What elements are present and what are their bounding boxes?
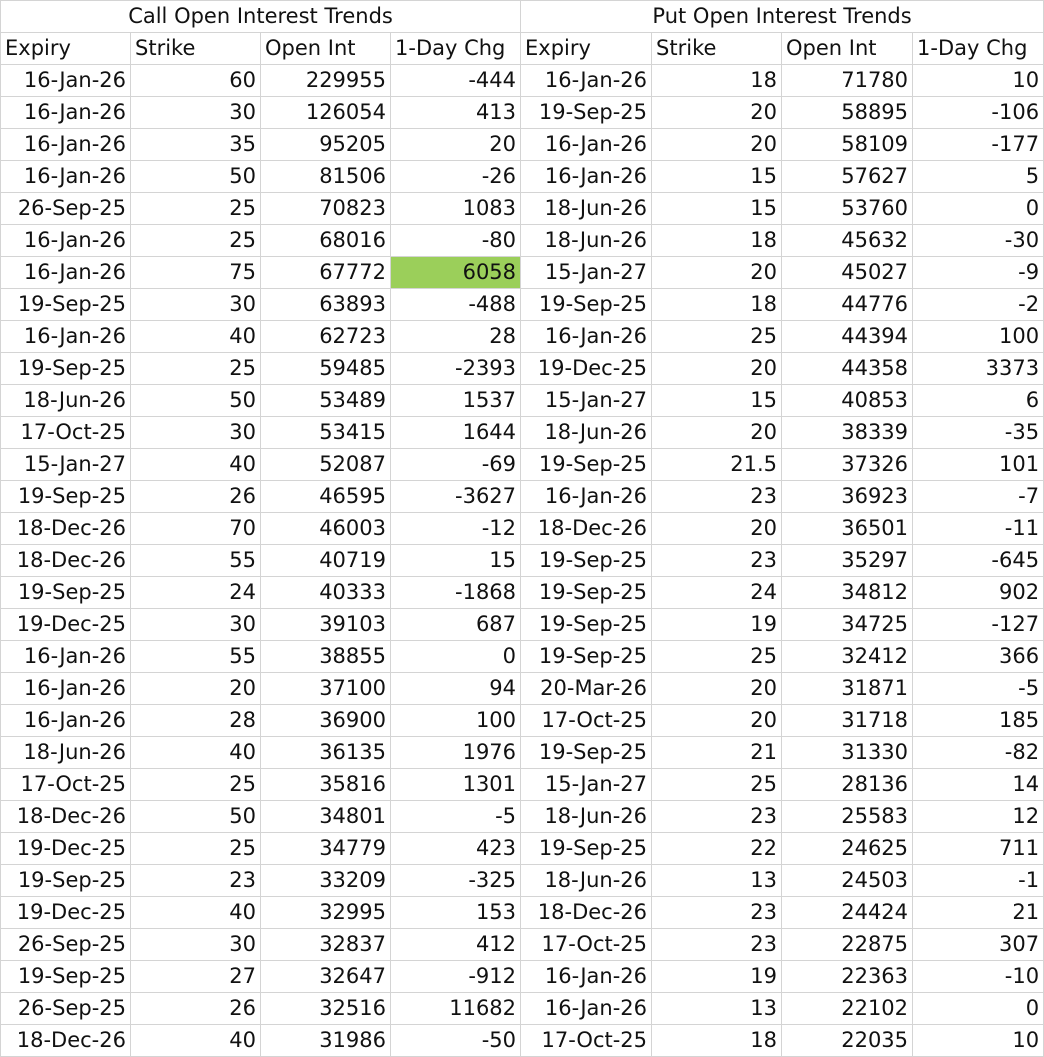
call-cell-expiry[interactable]: 19-Sep-25 <box>1 961 131 993</box>
table-row <box>1 97 1044 129</box>
table-row <box>1 641 1044 673</box>
call-cell-open-int[interactable]: 33209 <box>261 865 391 897</box>
put-cell-strike[interactable]: 18 <box>652 65 782 97</box>
table-row <box>1 545 1044 577</box>
call-cell-open-int[interactable]: 32837 <box>261 929 391 961</box>
call-cell-strike[interactable]: 40 <box>131 1025 261 1057</box>
call-cell-expiry[interactable]: 17-Oct-25 <box>1 417 131 449</box>
table-row <box>1 961 1044 993</box>
call-cell-expiry[interactable]: 16-Jan-26 <box>1 225 131 257</box>
put-cell-open-int[interactable]: 45632 <box>782 225 913 257</box>
call-cell-open-int[interactable]: 32516 <box>261 993 391 1025</box>
table-row <box>1 321 1044 353</box>
call-cell-strike[interactable]: 25 <box>131 833 261 865</box>
call-cell-expiry[interactable]: 16-Jan-26 <box>1 641 131 673</box>
call-cell-open-int[interactable]: 46595 <box>261 481 391 513</box>
table-row <box>1 897 1044 929</box>
table-row <box>1 993 1044 1025</box>
table-row <box>1 481 1044 513</box>
put-cell-1-day-chg[interactable]: 5 <box>913 161 1044 193</box>
table-row <box>1 161 1044 193</box>
put-cell-1-day-chg[interactable]: 21 <box>913 897 1044 929</box>
call-header-strike[interactable]: Strike <box>131 33 261 65</box>
put-cell-open-int[interactable]: 24424 <box>782 897 913 929</box>
call-cell-strike[interactable]: 26 <box>131 481 261 513</box>
call-cell-expiry[interactable]: 16-Jan-26 <box>1 257 131 289</box>
put-cell-1-day-chg[interactable]: -10 <box>913 961 1044 993</box>
put-cell-open-int[interactable]: 57627 <box>782 161 913 193</box>
call-cell-open-int[interactable]: 31986 <box>261 1025 391 1057</box>
call-cell-open-int[interactable]: 35816 <box>261 769 391 801</box>
put-cell-strike[interactable]: 20 <box>652 129 782 161</box>
put-cell-expiry[interactable]: 16-Jan-26 <box>521 481 652 513</box>
table-row <box>1 833 1044 865</box>
call-cell-1-day-chg[interactable]: -3627 <box>391 481 521 513</box>
call-cell-open-int[interactable]: 62723 <box>261 321 391 353</box>
call-cell-open-int[interactable]: 67772 <box>261 257 391 289</box>
call-cell-1-day-chg[interactable]: 11682 <box>391 993 521 1025</box>
put-cell-1-day-chg[interactable]: -177 <box>913 129 1044 161</box>
put-cell-expiry[interactable]: 17-Oct-25 <box>521 705 652 737</box>
put-cell-expiry[interactable]: 15-Jan-27 <box>521 257 652 289</box>
call-cell-open-int[interactable]: 38855 <box>261 641 391 673</box>
call-cell-1-day-chg[interactable]: -26 <box>391 161 521 193</box>
table-row <box>1 801 1044 833</box>
put-cell-strike[interactable]: 23 <box>652 481 782 513</box>
table-row <box>1 417 1044 449</box>
call-cell-expiry[interactable]: 17-Oct-25 <box>1 769 131 801</box>
call-cell-1-day-chg[interactable]: 15 <box>391 545 521 577</box>
call-cell-expiry[interactable]: 18-Jun-26 <box>1 385 131 417</box>
put-cell-1-day-chg[interactable]: 366 <box>913 641 1044 673</box>
put-cell-1-day-chg[interactable]: 307 <box>913 929 1044 961</box>
call-cell-strike[interactable]: 50 <box>131 801 261 833</box>
table-row <box>1 129 1044 161</box>
call-cell-open-int[interactable]: 46003 <box>261 513 391 545</box>
put-cell-1-day-chg[interactable]: -7 <box>913 481 1044 513</box>
put-header-open-int[interactable]: Open Int <box>782 33 913 65</box>
put-cell-open-int[interactable]: 38339 <box>782 417 913 449</box>
put-cell-open-int[interactable]: 44776 <box>782 289 913 321</box>
put-cell-expiry[interactable]: 18-Jun-26 <box>521 225 652 257</box>
table-row <box>1 385 1044 417</box>
table-row <box>1 257 1044 289</box>
put-cell-open-int[interactable]: 28136 <box>782 769 913 801</box>
call-cell-open-int[interactable]: 95205 <box>261 129 391 161</box>
call-cell-open-int[interactable]: 34779 <box>261 833 391 865</box>
table-row <box>1 353 1044 385</box>
call-cell-expiry[interactable]: 16-Jan-26 <box>1 705 131 737</box>
put-cell-open-int[interactable]: 40853 <box>782 385 913 417</box>
put-cell-1-day-chg[interactable]: 10 <box>913 65 1044 97</box>
call-cell-open-int[interactable]: 53489 <box>261 385 391 417</box>
put-cell-1-day-chg[interactable]: 14 <box>913 769 1044 801</box>
call-cell-strike[interactable]: 50 <box>131 385 261 417</box>
call-cell-1-day-chg[interactable]: 6058 <box>391 257 521 289</box>
call-cell-strike[interactable]: 40 <box>131 449 261 481</box>
call-cell-expiry[interactable]: 15-Jan-27 <box>1 449 131 481</box>
put-cell-expiry[interactable]: 19-Dec-25 <box>521 353 652 385</box>
put-cell-open-int[interactable]: 25583 <box>782 801 913 833</box>
call-cell-1-day-chg[interactable]: -325 <box>391 865 521 897</box>
put-cell-open-int[interactable]: 22035 <box>782 1025 913 1057</box>
call-cell-open-int[interactable]: 37100 <box>261 673 391 705</box>
put-cell-expiry[interactable]: 19-Sep-25 <box>521 737 652 769</box>
put-cell-strike[interactable]: 20 <box>652 417 782 449</box>
call-cell-strike[interactable]: 50 <box>131 161 261 193</box>
put-cell-expiry[interactable]: 18-Jun-26 <box>521 193 652 225</box>
put-cell-1-day-chg[interactable]: -127 <box>913 609 1044 641</box>
put-cell-open-int[interactable]: 71780 <box>782 65 913 97</box>
call-header-expiry[interactable]: Expiry <box>1 33 131 65</box>
call-cell-open-int[interactable]: 63893 <box>261 289 391 321</box>
call-cell-1-day-chg[interactable]: 1644 <box>391 417 521 449</box>
call-cell-1-day-chg[interactable]: 153 <box>391 897 521 929</box>
put-cell-expiry[interactable]: 16-Jan-26 <box>521 129 652 161</box>
put-header-expiry[interactable]: Expiry <box>521 33 652 65</box>
call-cell-strike[interactable]: 28 <box>131 705 261 737</box>
put-cell-1-day-chg[interactable]: 0 <box>913 193 1044 225</box>
call-cell-strike[interactable]: 30 <box>131 417 261 449</box>
call-section-title[interactable]: Call Open Interest Trends <box>1 1 521 33</box>
put-cell-strike[interactable]: 23 <box>652 545 782 577</box>
call-cell-1-day-chg[interactable]: -12 <box>391 513 521 545</box>
put-cell-1-day-chg[interactable]: 0 <box>913 993 1044 1025</box>
call-cell-strike[interactable]: 70 <box>131 513 261 545</box>
put-cell-strike[interactable]: 20 <box>652 97 782 129</box>
call-cell-expiry[interactable]: 19-Sep-25 <box>1 865 131 897</box>
call-header-open-int[interactable]: Open Int <box>261 33 391 65</box>
put-cell-1-day-chg[interactable]: -1 <box>913 865 1044 897</box>
table-row <box>1 449 1044 481</box>
put-cell-strike[interactable]: 18 <box>652 289 782 321</box>
call-cell-1-day-chg[interactable]: -444 <box>391 65 521 97</box>
call-cell-expiry[interactable]: 18-Dec-26 <box>1 545 131 577</box>
put-cell-open-int[interactable]: 31330 <box>782 737 913 769</box>
call-cell-strike[interactable]: 30 <box>131 289 261 321</box>
call-cell-open-int[interactable]: 52087 <box>261 449 391 481</box>
call-cell-strike[interactable]: 25 <box>131 353 261 385</box>
table-row <box>1 705 1044 737</box>
put-cell-1-day-chg[interactable]: 10 <box>913 1025 1044 1057</box>
put-cell-open-int[interactable]: 34812 <box>782 577 913 609</box>
put-cell-expiry[interactable]: 16-Jan-26 <box>521 993 652 1025</box>
put-cell-1-day-chg[interactable]: 12 <box>913 801 1044 833</box>
put-cell-open-int[interactable]: 31718 <box>782 705 913 737</box>
put-cell-expiry[interactable]: 19-Sep-25 <box>521 641 652 673</box>
put-cell-1-day-chg[interactable]: 3373 <box>913 353 1044 385</box>
put-cell-1-day-chg[interactable]: 101 <box>913 449 1044 481</box>
put-cell-expiry[interactable]: 19-Sep-25 <box>521 609 652 641</box>
put-cell-expiry[interactable]: 19-Sep-25 <box>521 289 652 321</box>
call-cell-open-int[interactable]: 32995 <box>261 897 391 929</box>
call-cell-expiry[interactable]: 18-Dec-26 <box>1 1025 131 1057</box>
call-cell-open-int[interactable]: 81506 <box>261 161 391 193</box>
call-cell-expiry[interactable]: 19-Sep-25 <box>1 289 131 321</box>
call-cell-expiry[interactable]: 16-Jan-26 <box>1 129 131 161</box>
call-cell-1-day-chg[interactable]: 100 <box>391 705 521 737</box>
put-cell-expiry[interactable]: 15-Jan-27 <box>521 769 652 801</box>
call-cell-strike[interactable]: 25 <box>131 193 261 225</box>
call-cell-1-day-chg[interactable]: 1976 <box>391 737 521 769</box>
call-cell-1-day-chg[interactable]: 687 <box>391 609 521 641</box>
call-cell-1-day-chg[interactable]: 1301 <box>391 769 521 801</box>
call-cell-strike[interactable]: 40 <box>131 321 261 353</box>
call-cell-open-int[interactable]: 34801 <box>261 801 391 833</box>
table-row <box>1 673 1044 705</box>
table-row <box>1 865 1044 897</box>
put-cell-open-int[interactable]: 34725 <box>782 609 913 641</box>
table-row <box>1 577 1044 609</box>
put-cell-1-day-chg[interactable]: -82 <box>913 737 1044 769</box>
call-cell-open-int[interactable]: 70823 <box>261 193 391 225</box>
call-cell-strike[interactable]: 75 <box>131 257 261 289</box>
put-cell-strike[interactable]: 25 <box>652 769 782 801</box>
put-cell-1-day-chg[interactable]: 6 <box>913 385 1044 417</box>
put-cell-expiry[interactable]: 19-Sep-25 <box>521 577 652 609</box>
put-cell-open-int[interactable]: 35297 <box>782 545 913 577</box>
call-cell-strike[interactable]: 23 <box>131 865 261 897</box>
call-cell-expiry[interactable]: 18-Jun-26 <box>1 737 131 769</box>
put-cell-strike[interactable]: 18 <box>652 1025 782 1057</box>
table-row <box>1 225 1044 257</box>
call-cell-strike[interactable]: 30 <box>131 609 261 641</box>
call-cell-expiry[interactable]: 16-Jan-26 <box>1 97 131 129</box>
call-cell-strike[interactable]: 30 <box>131 929 261 961</box>
table-row <box>1 289 1044 321</box>
put-cell-expiry[interactable]: 18-Jun-26 <box>521 865 652 897</box>
put-cell-expiry[interactable]: 18-Dec-26 <box>521 513 652 545</box>
put-cell-strike[interactable]: 25 <box>652 321 782 353</box>
put-cell-1-day-chg[interactable]: 185 <box>913 705 1044 737</box>
put-cell-expiry[interactable]: 19-Sep-25 <box>521 833 652 865</box>
put-cell-1-day-chg[interactable]: -35 <box>913 417 1044 449</box>
call-cell-open-int[interactable]: 39103 <box>261 609 391 641</box>
put-header-strike[interactable]: Strike <box>652 33 782 65</box>
put-cell-expiry[interactable]: 17-Oct-25 <box>521 1025 652 1057</box>
call-cell-expiry[interactable]: 19-Sep-25 <box>1 481 131 513</box>
put-cell-expiry[interactable]: 19-Sep-25 <box>521 449 652 481</box>
call-cell-1-day-chg[interactable]: -80 <box>391 225 521 257</box>
call-cell-expiry[interactable]: 26-Sep-25 <box>1 929 131 961</box>
call-cell-1-day-chg[interactable]: 0 <box>391 641 521 673</box>
call-cell-expiry[interactable]: 19-Sep-25 <box>1 353 131 385</box>
put-cell-open-int[interactable]: 31871 <box>782 673 913 705</box>
call-cell-strike[interactable]: 35 <box>131 129 261 161</box>
put-cell-strike[interactable]: 21.5 <box>652 449 782 481</box>
put-cell-strike[interactable]: 13 <box>652 993 782 1025</box>
put-cell-expiry[interactable]: 20-Mar-26 <box>521 673 652 705</box>
put-cell-open-int[interactable]: 24503 <box>782 865 913 897</box>
put-cell-expiry[interactable]: 16-Jan-26 <box>521 961 652 993</box>
call-cell-open-int[interactable]: 40719 <box>261 545 391 577</box>
put-header-1-day-chg[interactable]: 1-Day Chg <box>913 33 1044 65</box>
put-cell-strike[interactable]: 20 <box>652 673 782 705</box>
put-cell-strike[interactable]: 19 <box>652 961 782 993</box>
call-cell-strike[interactable]: 20 <box>131 673 261 705</box>
table-row <box>1 929 1044 961</box>
call-cell-strike[interactable]: 24 <box>131 577 261 609</box>
put-cell-expiry[interactable]: 15-Jan-27 <box>521 385 652 417</box>
put-cell-strike[interactable]: 23 <box>652 897 782 929</box>
call-cell-strike[interactable]: 26 <box>131 993 261 1025</box>
put-cell-open-int[interactable]: 45027 <box>782 257 913 289</box>
put-cell-strike[interactable]: 22 <box>652 833 782 865</box>
put-cell-open-int[interactable]: 22875 <box>782 929 913 961</box>
call-cell-open-int[interactable]: 36900 <box>261 705 391 737</box>
call-cell-1-day-chg[interactable]: -488 <box>391 289 521 321</box>
call-header-1-day-chg[interactable]: 1-Day Chg <box>391 33 521 65</box>
put-cell-strike[interactable]: 20 <box>652 257 782 289</box>
put-cell-expiry[interactable]: 18-Jun-26 <box>521 801 652 833</box>
put-cell-strike[interactable]: 23 <box>652 929 782 961</box>
put-cell-strike[interactable]: 15 <box>652 385 782 417</box>
call-cell-1-day-chg[interactable]: 1083 <box>391 193 521 225</box>
call-cell-expiry[interactable]: 18-Dec-26 <box>1 801 131 833</box>
put-cell-open-int[interactable]: 32412 <box>782 641 913 673</box>
put-cell-strike[interactable]: 21 <box>652 737 782 769</box>
put-cell-1-day-chg[interactable]: 902 <box>913 577 1044 609</box>
call-cell-expiry[interactable]: 26-Sep-25 <box>1 993 131 1025</box>
put-cell-1-day-chg[interactable]: -106 <box>913 97 1044 129</box>
put-cell-expiry[interactable]: 17-Oct-25 <box>521 929 652 961</box>
call-cell-open-int[interactable]: 36135 <box>261 737 391 769</box>
call-cell-1-day-chg[interactable]: 412 <box>391 929 521 961</box>
put-cell-1-day-chg[interactable]: -645 <box>913 545 1044 577</box>
call-cell-open-int[interactable]: 53415 <box>261 417 391 449</box>
call-cell-strike[interactable]: 40 <box>131 737 261 769</box>
table-row <box>1 1025 1044 1057</box>
put-cell-expiry[interactable]: 16-Jan-26 <box>521 161 652 193</box>
put-cell-1-day-chg[interactable]: -2 <box>913 289 1044 321</box>
table-row <box>1 737 1044 769</box>
put-cell-expiry[interactable]: 19-Sep-25 <box>521 545 652 577</box>
call-cell-open-int[interactable]: 40333 <box>261 577 391 609</box>
call-cell-strike[interactable]: 25 <box>131 769 261 801</box>
call-cell-expiry[interactable]: 26-Sep-25 <box>1 193 131 225</box>
call-cell-1-day-chg[interactable]: 423 <box>391 833 521 865</box>
call-cell-expiry[interactable]: 19-Dec-25 <box>1 609 131 641</box>
call-cell-strike[interactable]: 55 <box>131 545 261 577</box>
call-cell-1-day-chg[interactable]: -50 <box>391 1025 521 1057</box>
put-cell-open-int[interactable]: 44358 <box>782 353 913 385</box>
call-cell-expiry[interactable]: 18-Dec-26 <box>1 513 131 545</box>
call-cell-expiry[interactable]: 19-Dec-25 <box>1 833 131 865</box>
put-cell-1-day-chg[interactable]: 100 <box>913 321 1044 353</box>
put-cell-open-int[interactable]: 53760 <box>782 193 913 225</box>
put-cell-1-day-chg[interactable]: 711 <box>913 833 1044 865</box>
call-cell-expiry[interactable]: 19-Dec-25 <box>1 897 131 929</box>
put-cell-open-int[interactable]: 22102 <box>782 993 913 1025</box>
put-cell-open-int[interactable]: 22363 <box>782 961 913 993</box>
call-cell-1-day-chg[interactable]: -69 <box>391 449 521 481</box>
put-cell-1-day-chg[interactable]: -9 <box>913 257 1044 289</box>
put-cell-strike[interactable]: 23 <box>652 801 782 833</box>
put-cell-strike[interactable]: 20 <box>652 513 782 545</box>
table-row <box>1 513 1044 545</box>
call-cell-open-int[interactable]: 126054 <box>261 97 391 129</box>
put-cell-strike[interactable]: 25 <box>652 641 782 673</box>
put-cell-strike[interactable]: 19 <box>652 609 782 641</box>
put-cell-expiry[interactable]: 18-Dec-26 <box>521 897 652 929</box>
put-cell-expiry[interactable]: 18-Jun-26 <box>521 417 652 449</box>
put-cell-open-int[interactable]: 36923 <box>782 481 913 513</box>
put-cell-strike[interactable]: 20 <box>652 705 782 737</box>
call-cell-1-day-chg[interactable]: -1868 <box>391 577 521 609</box>
put-cell-strike[interactable]: 24 <box>652 577 782 609</box>
table-row <box>1 193 1044 225</box>
call-cell-expiry[interactable]: 16-Jan-26 <box>1 161 131 193</box>
call-cell-expiry[interactable]: 19-Sep-25 <box>1 577 131 609</box>
header-row <box>1 33 1044 65</box>
put-cell-1-day-chg[interactable]: -5 <box>913 673 1044 705</box>
call-cell-1-day-chg[interactable]: 28 <box>391 321 521 353</box>
call-cell-open-int[interactable]: 68016 <box>261 225 391 257</box>
call-cell-open-int[interactable]: 32647 <box>261 961 391 993</box>
put-cell-open-int[interactable]: 24625 <box>782 833 913 865</box>
call-cell-strike[interactable]: 25 <box>131 225 261 257</box>
table-row <box>1 609 1044 641</box>
call-cell-1-day-chg[interactable]: 94 <box>391 673 521 705</box>
call-cell-strike[interactable]: 40 <box>131 897 261 929</box>
call-cell-strike[interactable]: 55 <box>131 641 261 673</box>
put-cell-1-day-chg[interactable]: -11 <box>913 513 1044 545</box>
call-cell-open-int[interactable]: 59485 <box>261 353 391 385</box>
put-cell-expiry[interactable]: 19-Sep-25 <box>521 97 652 129</box>
put-cell-strike[interactable]: 20 <box>652 353 782 385</box>
put-cell-open-int[interactable]: 37326 <box>782 449 913 481</box>
put-cell-open-int[interactable]: 44394 <box>782 321 913 353</box>
call-cell-strike[interactable]: 60 <box>131 65 261 97</box>
call-cell-1-day-chg[interactable]: -5 <box>391 801 521 833</box>
put-cell-expiry[interactable]: 16-Jan-26 <box>521 65 652 97</box>
call-cell-strike[interactable]: 27 <box>131 961 261 993</box>
call-cell-expiry[interactable]: 16-Jan-26 <box>1 65 131 97</box>
table-row <box>1 769 1044 801</box>
put-cell-expiry[interactable]: 16-Jan-26 <box>521 321 652 353</box>
title-row <box>1 1 1044 33</box>
put-cell-strike[interactable]: 15 <box>652 161 782 193</box>
put-cell-strike[interactable]: 18 <box>652 225 782 257</box>
put-cell-open-int[interactable]: 58895 <box>782 97 913 129</box>
call-cell-1-day-chg[interactable]: 20 <box>391 129 521 161</box>
call-cell-open-int[interactable]: 229955 <box>261 65 391 97</box>
call-cell-1-day-chg[interactable]: -2393 <box>391 353 521 385</box>
call-cell-expiry[interactable]: 16-Jan-26 <box>1 673 131 705</box>
call-cell-1-day-chg[interactable]: 413 <box>391 97 521 129</box>
call-cell-1-day-chg[interactable]: -912 <box>391 961 521 993</box>
call-cell-strike[interactable]: 30 <box>131 97 261 129</box>
put-section-title[interactable]: Put Open Interest Trends <box>521 1 1044 33</box>
call-cell-expiry[interactable]: 16-Jan-26 <box>1 321 131 353</box>
put-cell-strike[interactable]: 15 <box>652 193 782 225</box>
put-cell-strike[interactable]: 13 <box>652 865 782 897</box>
table-row <box>1 65 1044 97</box>
call-cell-1-day-chg[interactable]: 1537 <box>391 385 521 417</box>
put-cell-open-int[interactable]: 58109 <box>782 129 913 161</box>
put-cell-open-int[interactable]: 36501 <box>782 513 913 545</box>
put-cell-1-day-chg[interactable]: -30 <box>913 225 1044 257</box>
